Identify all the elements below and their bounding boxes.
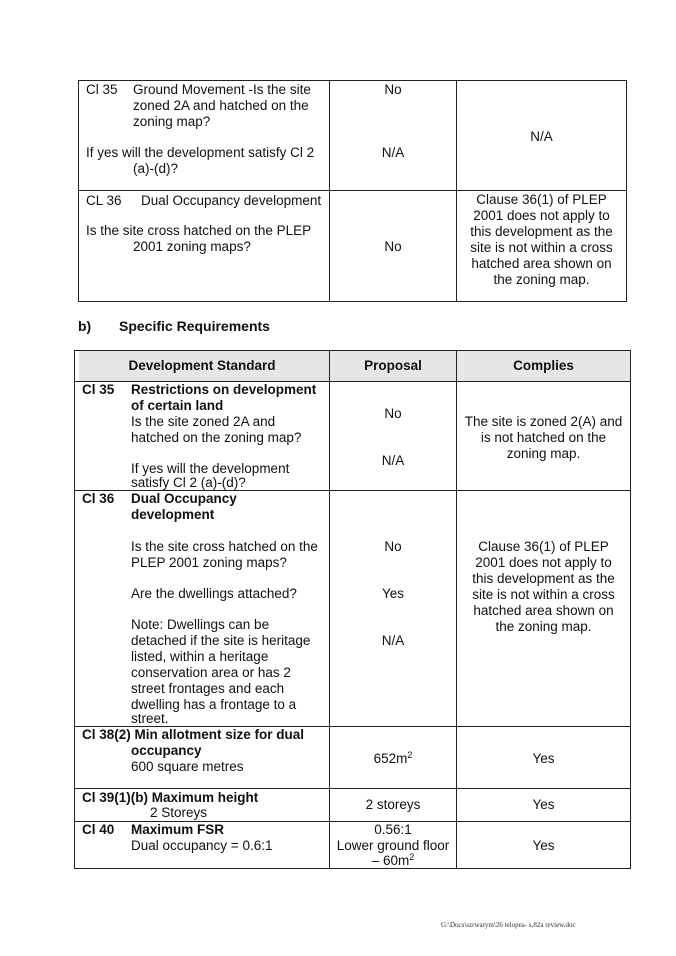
requirement-detail: 600 square metres xyxy=(131,759,244,774)
header-development-standard: Development Standard xyxy=(128,358,276,373)
note-line: listed, within a heritage xyxy=(131,649,269,664)
question-line: Are the dwellings attached? xyxy=(131,586,297,601)
clause-label: CL 36 xyxy=(86,193,122,208)
footer-file-path: G:\Docs\szrwarym\26 telopea- s,82a review.doc xyxy=(441,921,576,929)
complies-line: site is not within a cross xyxy=(472,587,615,602)
note-line: street frontages and each xyxy=(131,681,285,696)
question-line: Is the site cross hatched on the xyxy=(131,539,318,554)
header-proposal: Proposal xyxy=(364,358,422,373)
note-line: dwelling has a frontage to a xyxy=(131,697,297,712)
complies-line: Clause 36(1) of PLEP xyxy=(478,539,609,554)
complies-value: Yes xyxy=(532,797,555,812)
complies-line: the zoning map. xyxy=(495,619,592,634)
section-title: Specific Requirements xyxy=(119,318,270,334)
question-line: 2001 zoning maps? xyxy=(133,239,251,254)
question-line: If yes will the development xyxy=(131,461,290,476)
proposal-value: No xyxy=(384,539,402,554)
note-line: detached if the site is heritage xyxy=(131,633,311,648)
complies-line: The site is zoned 2(A) and xyxy=(464,414,623,429)
clause-label: Cl 35 xyxy=(86,82,118,97)
question-line: zoning map? xyxy=(133,114,211,129)
complies-line: this development as the xyxy=(470,224,613,239)
note-line: conservation area or has 2 xyxy=(131,665,291,680)
complies-line: this development as the xyxy=(472,571,615,586)
row-title-line: of certain land xyxy=(131,398,224,413)
proposal-value: 2 storeys xyxy=(365,797,421,812)
complies-value: Yes xyxy=(532,751,555,766)
proposal-value: N/A xyxy=(381,633,405,648)
requirement-detail: 2 Storeys xyxy=(150,805,208,820)
header-complies: Complies xyxy=(513,358,574,373)
complies-line: 2001 does not apply to xyxy=(475,555,612,570)
complies-line: site is not within a cross xyxy=(470,240,613,255)
section-letter: b) xyxy=(78,318,92,334)
row-title-line: Dual Occupancy xyxy=(131,491,237,506)
proposal-value: Yes xyxy=(381,586,405,601)
row-title-line: occupancy xyxy=(131,743,202,758)
clause-label: Cl 35 xyxy=(82,382,115,397)
note-line: street. xyxy=(131,711,169,726)
proposal-value: $652m^2$ xyxy=(373,750,413,766)
row-title: Dual Occupancy development xyxy=(141,193,322,208)
complies-line: is not hatched on the xyxy=(480,430,607,445)
complies-value: Yes xyxy=(532,838,555,853)
complies-value: N/A xyxy=(530,129,553,144)
row-title-line: Restrictions on development xyxy=(131,382,317,397)
proposal-value: N/A xyxy=(381,453,405,468)
question-line: zoned 2A and hatched on the xyxy=(133,98,309,113)
question-line: Ground Movement -Is the site xyxy=(133,82,311,97)
note-line: Note: Dwellings can be xyxy=(131,617,270,632)
complies-line: zoning map. xyxy=(506,446,581,461)
question-line: hatched on the zoning map? xyxy=(131,430,302,445)
row-title-line: Cl 38(2) Min allotment size for dual xyxy=(82,727,305,742)
proposal-line: 0.56:1 xyxy=(374,822,412,837)
row-title: Maximum FSR xyxy=(131,822,225,837)
complies-line: Clause 36(1) of PLEP xyxy=(476,192,607,207)
complies-line: 2001 does not apply to xyxy=(473,208,610,223)
question-line: (a)-(d)? xyxy=(133,161,179,176)
row-title: Cl 39(1)(b) Maximum height xyxy=(82,790,259,805)
requirement-detail: Dual occupancy = 0.6:1 xyxy=(131,838,273,853)
question-line: Is the site zoned 2A and xyxy=(131,414,276,429)
complies-line: hatched area shown on xyxy=(473,603,614,618)
question-line: satisfy Cl 2 (a)-(d)? xyxy=(131,475,246,490)
question-line: Is the site cross hatched on the PLEP xyxy=(86,223,312,238)
complies-line: the zoning map. xyxy=(493,272,590,287)
proposal-line: Lower ground floor xyxy=(336,838,450,853)
proposal-value: No xyxy=(384,406,402,421)
proposal-value: No xyxy=(384,82,402,97)
proposal-value: No xyxy=(384,239,402,254)
question-line: If yes will the development satisfy Cl 2 xyxy=(86,145,315,160)
clause-label: Cl 40 xyxy=(82,822,115,837)
proposal-line: – $60m^2$ xyxy=(371,852,415,868)
complies-line: hatched area shown on xyxy=(471,256,612,271)
question-line: PLEP 2001 zoning maps? xyxy=(131,555,287,570)
row-title-line: development xyxy=(131,507,215,522)
proposal-value: N/A xyxy=(381,145,405,160)
clause-label: Cl 36 xyxy=(82,491,115,506)
